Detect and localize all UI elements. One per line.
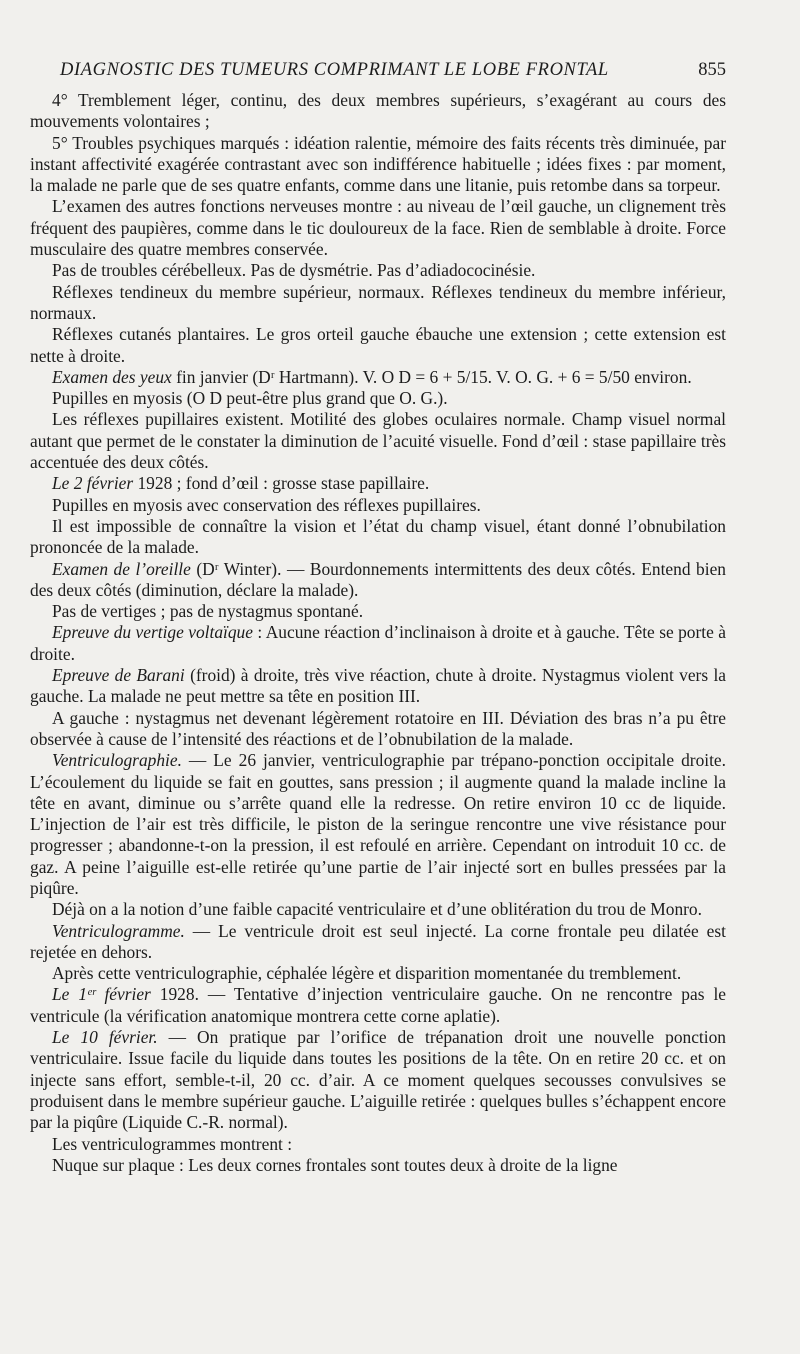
paragraph — [30, 899, 726, 920]
page-number: 855 — [698, 60, 726, 80]
paragraph-text: 1928 ; fond d’œil : grosse stase papillaire. — [133, 473, 430, 494]
paragraph — [30, 963, 726, 984]
paragraph — [30, 495, 726, 516]
paragraph-lead: Le 10 février. — [52, 1027, 158, 1048]
paragraph — [30, 601, 726, 622]
paragraph — [30, 665, 726, 708]
paragraph-text: Les réflexes pupillaires existent. Motilité des globes oculaires normale. Champ visuel normal autant que permet de le constater la diminution de l’acuité visuelle. Fond d’œil : stase papillaire très accentuée des deux côtés. — [30, 409, 726, 473]
paragraph — [30, 921, 726, 964]
paragraph — [30, 260, 726, 281]
paragraph-text: 1928. — Tentative d’injection ventriculaire gauche. On ne rencontre pas le ventricule (la vérification anatomique montrera cette corne aplatie). — [30, 984, 726, 1026]
paragraph — [30, 708, 726, 751]
paragraph-text: Pas de troubles cérébelleux. Pas de dysmétrie. Pas d’adiadococinésie. — [52, 260, 536, 281]
running-header — [60, 60, 726, 84]
paragraph — [30, 984, 726, 1027]
paragraph — [30, 1134, 726, 1155]
paragraph-text: : Aucune réaction d’inclinaison à droite et à gauche. Tête se porte à droite. — [30, 622, 726, 664]
paragraph-text: Pupilles en myosis avec conservation des réflexes pupillaires. — [52, 494, 481, 515]
paragraph-text: Pupilles en myosis (O D peut-être plus grand que O. G.). — [52, 388, 448, 409]
paragraph-text: Réflexes tendineux du membre supérieur, normaux. Réflexes tendineux du membre inférieur, normaux. — [30, 281, 726, 323]
paragraph — [30, 473, 726, 494]
paragraph-lead: Ventriculographie. — [52, 750, 182, 771]
paragraph — [30, 388, 726, 409]
paragraph-text: — On pratique par l’orifice de trépanation droit une nouvelle ponction ventriculaire. Issue facile du liquide dans toutes les positions de la tête. On en retire 20 cc. et on injecte sans effort, semble-t-il, 20 cc. d’air. A ce moment quelques secousses convulsives se produisent dans le membre supérieur gauche. L’aiguille retirée : quelques bulles s’échappent encore par la piqûre (Liquide C.-R. normal). — [30, 1027, 726, 1133]
paragraph — [30, 324, 726, 367]
paragraph-text: Réflexes cutanés plantaires. Le gros orteil gauche ébauche une extension ; cette extension est nette à droite. — [30, 324, 726, 366]
paragraph-text: Après cette ventriculographie, céphalée légère et disparition momentanée du tremblement. — [52, 963, 682, 984]
paragraph-text: L’examen des autres fonctions nerveuses montre : au niveau de l’œil gauche, un clignement très fréquent des paupières, comme dans le tic douloureux de la face. Rien de semblable à droite. Force musculaire des quatre membres conservée. — [30, 196, 726, 260]
paragraph-text: 4° Tremblement léger, continu, des deux membres supérieurs, s’exagérant au cours des mouvements volontaires ; — [30, 90, 726, 132]
paragraph — [30, 282, 726, 325]
paragraph — [30, 622, 726, 665]
paragraph — [30, 133, 726, 197]
paragraph-text: Déjà on a la notion d’une faible capacité ventriculaire et d’une oblitération du trou de Monro. — [52, 899, 702, 920]
paragraph-text: fin janvier (Dʳ Hartmann). V. O D = 6 + 5/15. V. O. G. + 6 = 5/50 environ. — [171, 366, 692, 387]
paragraph-text: Nuque sur plaque : Les deux cornes frontales sont toutes deux à droite de la ligne — [52, 1154, 618, 1175]
paragraph-text: (Dʳ Winter). — Bourdonnements intermittents des deux côtés. Entend bien des deux côtés (diminution, déclare la malade). — [30, 558, 726, 600]
paragraph — [30, 90, 726, 133]
paragraph-lead: Le 2 février — [52, 473, 134, 494]
paragraph-lead: Ventriculogramme. — [52, 920, 185, 941]
paragraph-text: A gauche : nystagmus net devenant légèrement rotatoire en III. Déviation des bras n’a pu être observée à cause de l’intensité des réactions et de l’obnubilation de la malade. — [30, 707, 726, 749]
paragraph — [30, 409, 726, 473]
paragraph — [30, 559, 726, 602]
paragraph-text: — Le ventricule droit est seul injecté. La corne frontale peu dilatée est rejetée en dehors. — [30, 920, 726, 962]
body-text — [30, 90, 726, 1176]
paragraph-lead: Examen de l’oreille — [52, 558, 191, 579]
paragraph-lead: Epreuve du vertige voltaïque — [52, 622, 253, 643]
paragraph — [30, 196, 726, 260]
running-title: DIAGNOSTIC DES TUMEURS COMPRIMANT LE LOBE FRONTAL — [60, 60, 609, 80]
paragraph-text: Pas de vertiges ; pas de nystagmus spontané. — [52, 601, 364, 622]
paragraph — [30, 1027, 726, 1133]
paragraph — [30, 367, 726, 388]
paragraph-text: Les ventriculogrammes montrent : — [52, 1133, 293, 1154]
paragraph-lead: Le 1ᵉʳ février — [52, 984, 151, 1005]
paragraph — [30, 516, 726, 559]
paragraph-lead: Examen des yeux — [52, 366, 172, 387]
paragraph-text: Il est impossible de connaître la vision et l’état du champ visuel, étant donné l’obnubilation prononcée de la malade. — [30, 515, 726, 558]
paragraph — [30, 1155, 726, 1176]
paragraph-text: — Le 26 janvier, ventriculographie par trépano-ponction occipitale droite. L’écoulement du liquide se fait en gouttes, sans pression ; il augmente quand la malade incline la tête en avant, diminue ou s’arrête quand elle la redresse. On retire environ 10 cc de liquide. L’injection de l’air est très difficile, le piston de la seringue rencontre une vive résistance pour progresser ; abandonne-t-on la pression, il est refoulé en arrière. Cependant on introduit 10 cc. de gaz. A peine l’aiguille est-elle retirée qu’une partie de l’air injecté sort en bulles pressées par la piqûre. — [30, 750, 726, 898]
paragraph — [30, 750, 726, 899]
paragraph-lead: Epreuve de Barani — [52, 665, 185, 686]
paragraph-text: 5° Troubles psychiques marqués : idéation ralentie, mémoire des faits récents très diminuée, par instant affectivité exagérée contrastant avec son indifférence habituelle ; idées fixes : par moment, la malade ne parle que de ses quatre enfants, comme dans une litanie, puis retombe dans sa torpeur. — [30, 132, 726, 196]
paragraph-text: (froid) à droite, très vive réaction, chute à droite. Nystagmus violent vers la gauche. La malade ne peut mettre sa tête en position III. — [30, 665, 727, 707]
